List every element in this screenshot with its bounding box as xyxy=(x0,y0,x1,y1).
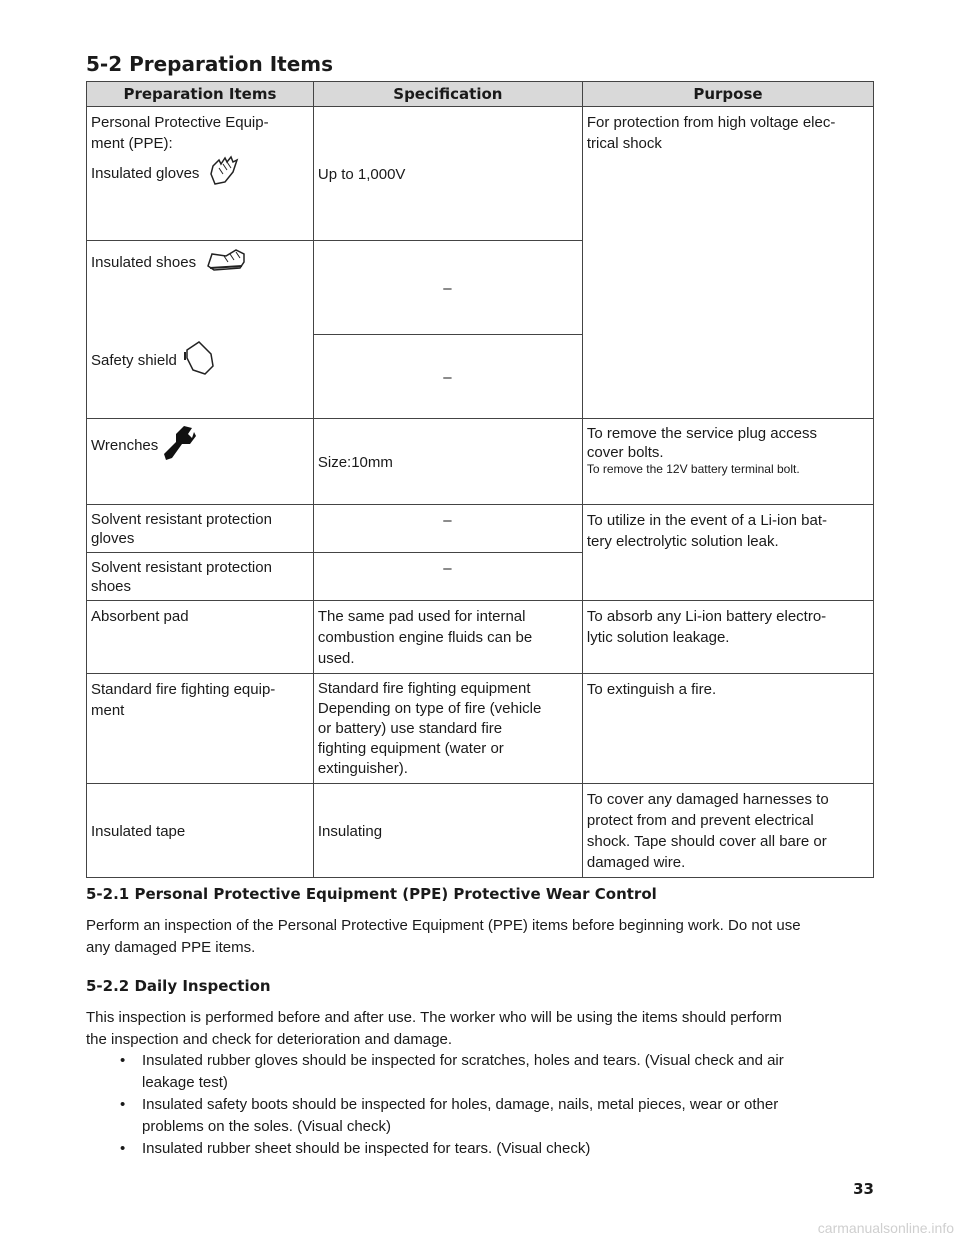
wrenches-purpose-line: To remove the service plug access xyxy=(586,425,817,442)
subsection-title-daily: 5-2.2 Daily Inspection xyxy=(86,977,271,995)
gloves-spec: Up to 1,000V xyxy=(313,107,582,241)
shoe-icon xyxy=(204,246,248,280)
table-row xyxy=(87,674,874,784)
ppe-purpose-line: trical shock xyxy=(586,135,662,152)
pad-purpose-line: lytic solution leakage. xyxy=(586,629,730,646)
tape-purpose-cell xyxy=(582,784,873,878)
section-title: 5-2 Preparation Items xyxy=(86,52,334,76)
ppe-label-line: ment (PPE): xyxy=(91,135,173,152)
fire-label-line: ment xyxy=(91,702,125,719)
shoes-label: Insulated shoes xyxy=(91,253,197,271)
daily-paragraph xyxy=(86,1007,876,1051)
tape-cell: Insulated tape xyxy=(87,784,314,878)
shield-spec: – xyxy=(313,335,582,419)
ppe-purpose-cell xyxy=(582,107,873,419)
paragraph-line: any damaged PPE items. xyxy=(86,939,256,956)
paragraph-line: the inspection and check for deterioration and damage. xyxy=(86,1031,453,1048)
ppe-label-line: Personal Protective Equip- xyxy=(91,114,269,131)
wrenches-purpose-line: cover bolts. xyxy=(586,444,664,461)
subsection-title-ppe: 5-2.1 Personal Protective Equipment (PPE) Protective Wear Control xyxy=(86,885,657,903)
shoes-spec: – xyxy=(313,241,582,335)
glove-icon xyxy=(207,154,241,194)
pad-spec-line: combustion engine fluids can be xyxy=(317,629,533,646)
bullet-line: leakage test) xyxy=(142,1074,228,1091)
table-header-row xyxy=(87,82,874,107)
fire-purpose-cell: To extinguish a fire. xyxy=(582,674,873,784)
solvent-gloves-cell xyxy=(87,505,314,553)
tape-purpose-line: protect from and prevent electrical xyxy=(586,812,814,829)
face-shield-icon xyxy=(181,340,217,382)
pad-spec-line: used. xyxy=(317,650,355,667)
solvent-shoes-cell xyxy=(87,553,314,601)
table-row xyxy=(87,784,874,878)
solvent-shoes-line: Solvent resistant protection xyxy=(91,559,272,576)
wrenches-purpose-cell xyxy=(582,419,873,505)
tape-purpose-line: To cover any damaged harnesses to xyxy=(586,791,829,808)
wrenches-cell xyxy=(87,419,314,505)
table-row xyxy=(87,107,874,241)
solvent-shoes-spec: – xyxy=(313,553,582,601)
paragraph-line: This inspection is performed before and after use. The worker who will be using the items should perform xyxy=(86,1009,782,1026)
wrenches-label: Wrenches xyxy=(91,436,159,454)
shield-label: Safety shield xyxy=(91,351,177,369)
list-item xyxy=(120,1094,860,1138)
wrenches-spec: Size:10mm xyxy=(313,419,582,505)
inspection-bullet-list xyxy=(120,1050,860,1160)
solvent-purpose-cell xyxy=(582,505,873,601)
ppe-gloves-cell xyxy=(87,107,314,241)
wrenches-purpose-note: To remove the 12V battery terminal bolt. xyxy=(586,462,800,476)
gloves-label: Insulated gloves xyxy=(91,164,200,182)
fire-spec-line: Depending on type of fire (vehicle xyxy=(317,700,542,717)
bullet-line: • Insulated rubber gloves should be inspected for scratches, holes and tears. (Visual check and air xyxy=(142,1052,784,1069)
fire-spec-line: Standard fire fighting equipment xyxy=(317,680,531,697)
fire-cell xyxy=(87,674,314,784)
fire-spec-cell xyxy=(313,674,582,784)
ppe-paragraph xyxy=(86,915,876,959)
header-specification: Specification xyxy=(313,82,582,107)
header-items: Preparation Items xyxy=(87,82,314,107)
header-purpose: Purpose xyxy=(582,82,873,107)
tape-purpose-line: damaged wire. xyxy=(586,854,686,871)
table-row xyxy=(87,601,874,674)
pad-purpose-cell xyxy=(582,601,873,674)
list-item xyxy=(120,1050,860,1094)
watermark: carmanualsonline.info xyxy=(817,1220,954,1236)
ppe-shoes-cell xyxy=(87,241,314,335)
fire-spec-line: fighting equipment (water or xyxy=(317,740,504,757)
wrench-icon xyxy=(162,424,196,468)
pad-spec-line: The same pad used for internal xyxy=(317,608,526,625)
solvent-purpose-line: tery electrolytic solution leak. xyxy=(586,533,779,550)
pad-purpose-line: To absorb any Li-ion battery electro- xyxy=(586,608,827,625)
list-item xyxy=(120,1138,860,1160)
solvent-gloves-line: gloves xyxy=(91,530,135,547)
ppe-purpose-line: For protection from high voltage elec- xyxy=(586,114,836,131)
ppe-shield-cell xyxy=(87,335,314,419)
table-row xyxy=(87,419,874,505)
pad-cell: Absorbent pad xyxy=(87,601,314,674)
solvent-gloves-line: Solvent resistant protection xyxy=(91,511,272,528)
bullet-line: problems on the soles. (Visual check) xyxy=(142,1118,392,1135)
pad-spec-cell xyxy=(313,601,582,674)
fire-spec-line: or battery) use standard fire xyxy=(317,720,503,737)
bullet-line: • Insulated rubber sheet should be inspected for tears. (Visual check) xyxy=(142,1140,591,1157)
table-row xyxy=(87,505,874,553)
bullet-line: • Insulated safety boots should be inspected for holes, damage, nails, metal pieces, wear or other xyxy=(142,1096,779,1113)
page-number: 33 xyxy=(853,1180,874,1198)
tape-purpose-line: shock. Tape should cover all bare or xyxy=(586,833,827,850)
preparation-items-table xyxy=(86,81,874,878)
solvent-purpose-line: To utilize in the event of a Li-ion bat- xyxy=(586,512,828,529)
fire-spec-line: extinguisher). xyxy=(317,760,408,777)
paragraph-line: Perform an inspection of the Personal Protective Equipment (PPE) items before beginning work. Do not use xyxy=(86,917,801,934)
fire-label-line: Standard fire fighting equip- xyxy=(91,681,276,698)
solvent-shoes-line: shoes xyxy=(91,578,132,595)
solvent-gloves-spec: – xyxy=(313,505,582,553)
tape-spec: Insulating xyxy=(313,784,582,878)
